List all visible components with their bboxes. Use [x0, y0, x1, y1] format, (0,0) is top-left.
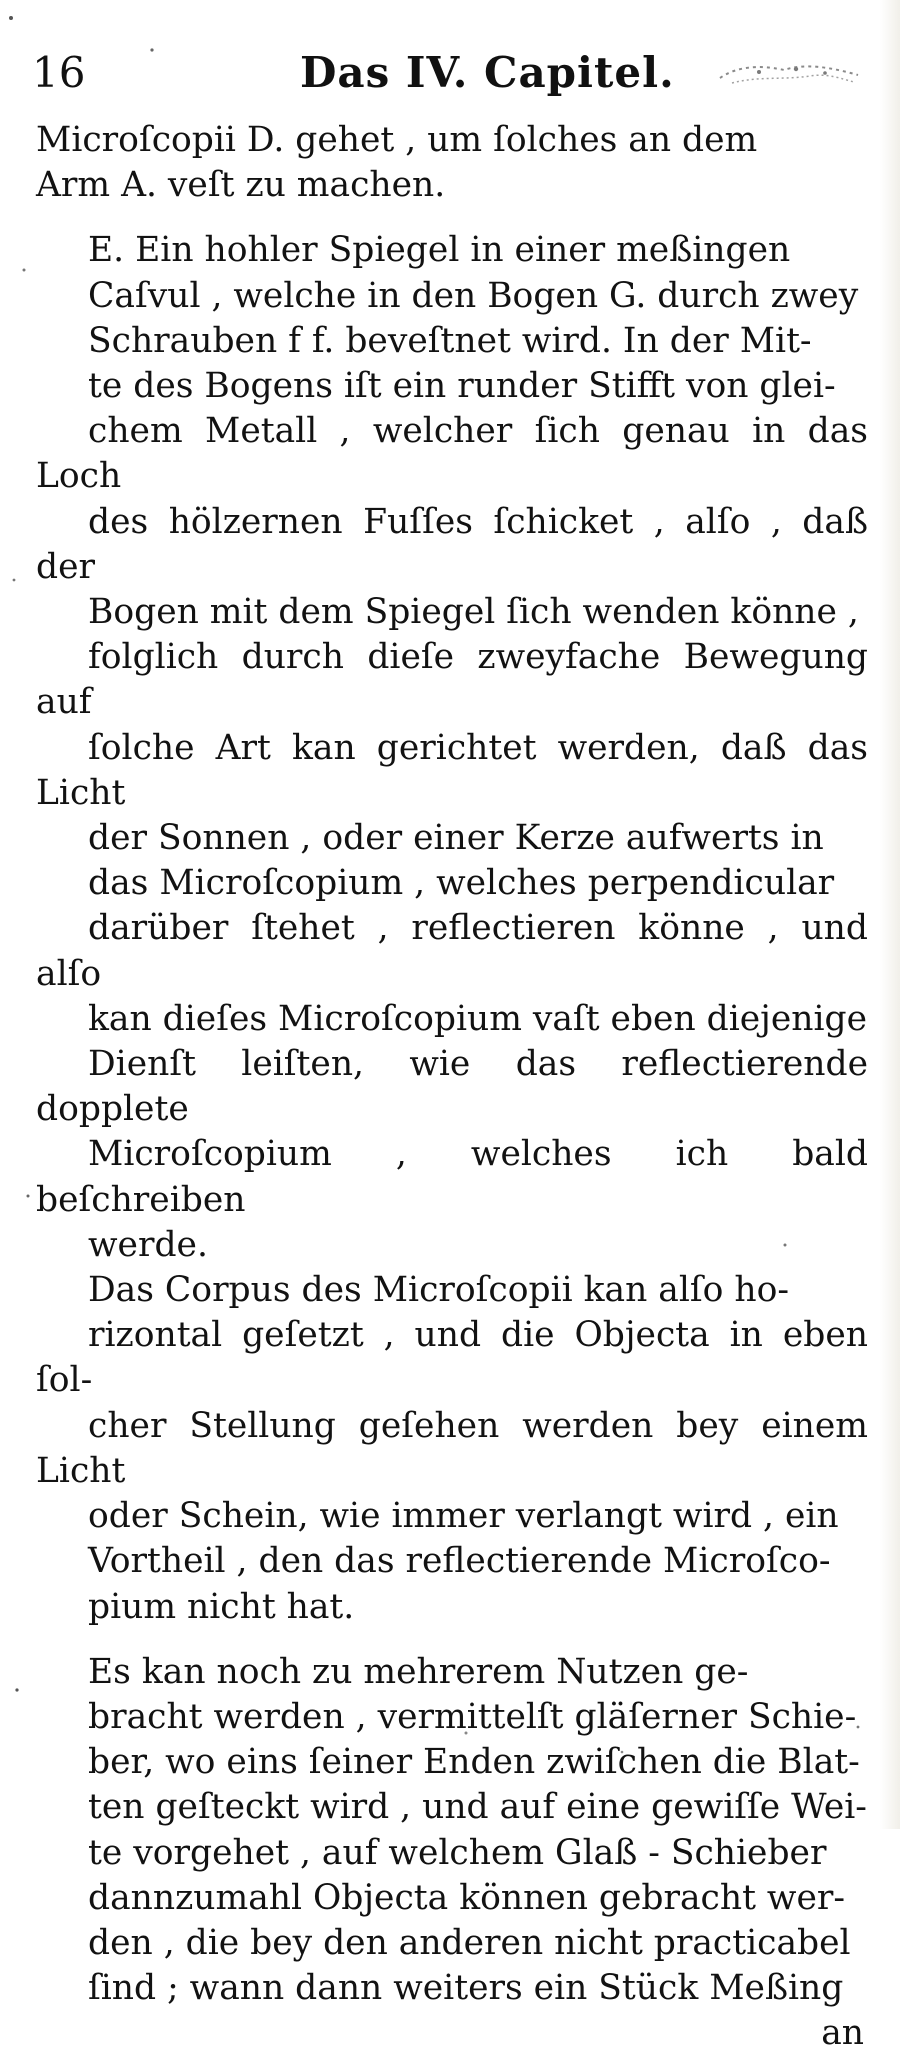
text-line: Es kan noch zu mehrerem Nutzen ge- [88, 1651, 749, 1692]
text-line: Microſcopium , welches ich bald beſchreiben [36, 1134, 868, 1220]
text-line: oder Schein, wie immer verlangt wird , ein [88, 1496, 839, 1537]
text-line: werde. [88, 1224, 208, 1265]
text-line: kan dieſes Microſcopium vaſt eben diejenige [88, 998, 868, 1039]
paragraph-2 [36, 228, 868, 1268]
catchword: an [821, 2013, 864, 2054]
text-line: den , die bey den anderen nicht practicabel [88, 1922, 851, 1963]
text-line: chem Metall , welcher ſich genau in das Loch [36, 411, 868, 497]
text-line: Arm A. veſt zu machen. [36, 165, 446, 206]
text-line: ſolche Art kan gerichtet werden, daß das Licht [36, 727, 868, 813]
paragraph-3 [36, 1268, 868, 1630]
text-line: darüber ſtehet , reflectieren könne , und alſo [36, 908, 868, 994]
text-line: dannzumahl Objecta können gebracht wer- [88, 1877, 846, 1918]
text-line: bracht werden , vermittelſt gläſerner Schie- [88, 1696, 857, 1737]
running-head: Das IV. Capitel. [300, 48, 675, 97]
text-line: der Sonnen , oder einer Kerze aufwerts in [88, 818, 824, 859]
text-line: Das Corpus des Microſcopii kan alſo ho- [88, 1270, 790, 1311]
page-number: 16 [32, 48, 86, 97]
text-line: cher Stellung geſehen werden bey einem Licht [36, 1405, 868, 1491]
text-line: te des Bogens iſt ein runder Stifft von glei- [88, 366, 836, 407]
text-line: Caſvul , welche in den Bogen G. durch zwey [88, 275, 859, 316]
text-line: folglich durch dieſe zweyfache Bewegung auf [36, 637, 868, 723]
text-line: rizontal geſetzt , und die Objecta in eben ſol- [36, 1315, 868, 1401]
text-line: Bogen mit dem Spiegel ſich wenden könne , [88, 592, 859, 633]
text-line: das Microſcopium , welches perpendicular [88, 863, 835, 904]
paragraph-1 [36, 118, 868, 208]
text-line: ten geſteckt wird , und auf eine gewiſſe Wei- [88, 1787, 867, 1828]
page-body-text [36, 118, 868, 2057]
text-line: Vortheil , den das reflectierende Microſco- [88, 1541, 831, 1582]
text-line: Microſcopii D. gehet , um ſolches an dem [36, 120, 758, 160]
page-header [32, 40, 852, 110]
paragraph-4 [36, 1650, 868, 2012]
text-line: Schrauben f f. beveſtnet wird. In der Mit- [88, 320, 812, 361]
ink-smudge [714, 58, 864, 90]
text-line: ber, wo eins ſeiner Enden zwiſchen die Blat- [88, 1742, 860, 1783]
text-line: E. Ein hohler Spiegel in einer meßingen [88, 230, 791, 271]
text-line: Dienſt leiſten, wie das reflectierende dopplete [36, 1044, 868, 1130]
text-line: ſind ; wann dann weiters ein Stück Meßing [88, 1968, 844, 2009]
text-line: te vorgehet , auf welchem Glaß - Schieber [88, 1832, 827, 1873]
text-line: des hölzernen Fuſſes ſchicket , alſo , daß der [36, 501, 868, 587]
text-line: pium nicht hat. [88, 1586, 355, 1627]
